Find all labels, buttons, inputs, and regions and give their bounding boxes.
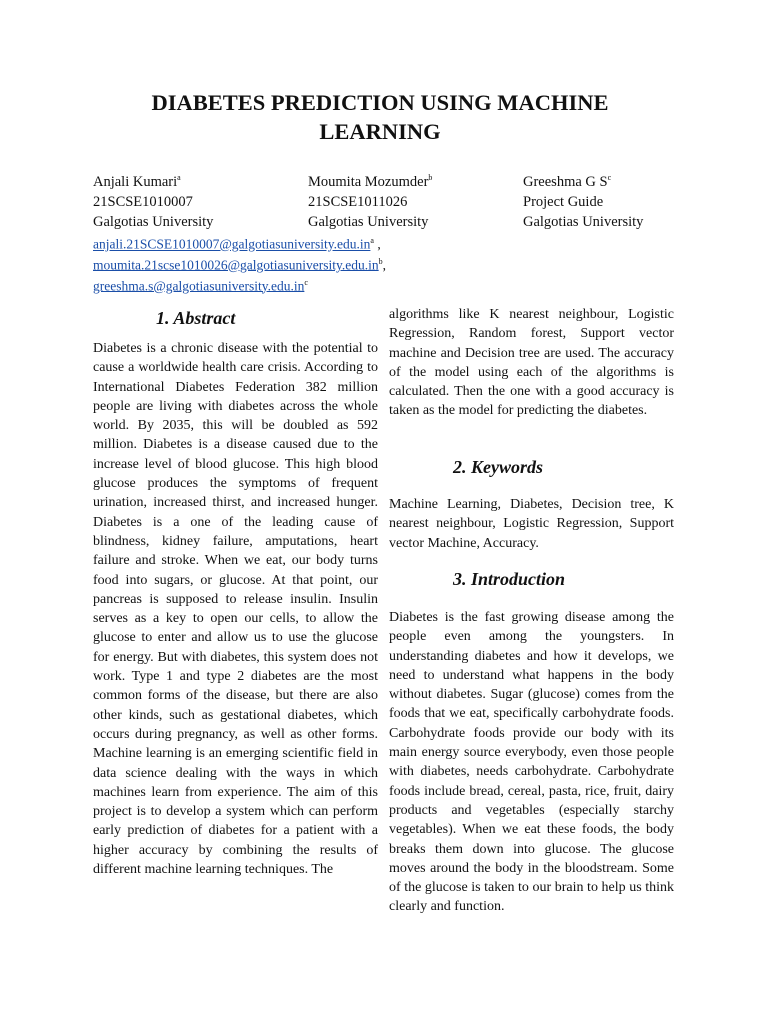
paper-title: [80, 88, 680, 146]
abstract-continued: [389, 305, 674, 421]
author-name: Anjali Kumari: [93, 173, 178, 190]
author-block-2: [308, 168, 432, 232]
abstract-body: [93, 339, 378, 879]
author-affiliation: Galgotias University: [308, 214, 429, 231]
email-row: [93, 232, 386, 253]
email-link[interactable]: greeshma.s@galgotiasuniversity.edu.in: [93, 278, 305, 294]
abstract-continued-paragraph: algorithms like K nearest neighbour, Logistic Regression, Random forest, Support vector machine and Decision tree are used. The accuracy of the model using each of the algorithms is calculated. Then the one with a good accuracy is taken as the model for predicting the diabetes.: [389, 307, 674, 419]
author-sup: c: [607, 173, 612, 182]
abstract-heading: 1. Abstract: [156, 308, 236, 328]
author-id: Project Guide: [523, 194, 604, 211]
introduction-paragraph: Diabetes is the fast growing disease among the people even among the youngsters. In understanding diabetes and how it develops, we need to understand what happens in the body without diabetes. Sugar (glucose) comes from the foods that we eat, specifically carbohydrate foods. Carbohydrate foods provide our body with its main energy source everybody, even those people with diabetes, needs carbohydrate. Carbohydrate foods include bread, cereal, pasta, rice, fruit, dairy products and vegetables (especially starchy vegetables). When we eat these foods, the body breaks them down into glucose. The glucose moves around the body in the bloodstream. Some of the glucose is taken to our brain to help us think clearly and function.: [389, 610, 674, 915]
title-line-2: LEARNING: [319, 119, 441, 144]
introduction-body: [389, 608, 674, 917]
title-line-1: DIABETES PREDICTION USING MACHINE: [151, 90, 609, 115]
author-id: 21SCSE1011026: [308, 194, 408, 211]
keywords-heading: 2. Keywords: [453, 457, 543, 477]
email-sup: a: [370, 236, 374, 245]
author-sup: b: [428, 173, 433, 182]
email-trail: ,: [373, 236, 381, 252]
author-name: Greeshma G S: [523, 173, 608, 190]
email-row: [93, 253, 386, 274]
abstract-paragraph: Diabetes is a chronic disease with the potential to cause a worldwide health care crisis. According to International Diabetes Federation 382 million people are living with diabetes across the whole world. By 2035, this will be doubled as 592 million. Diabetes is a disease caused due to the increase level of blood glucose. This high blood glucose produces the symptoms of frequent urination, increased thirst, and increased hunger. Diabetes is a one of the leading cause of blindness, kidney failure, amputations, heart failure and stroke. When we eat, our body turns food into sugars, or glucose. At that point, our pancreas is supposed to release insulin. Insulin serves as a key to open our cells, to allow the glucose to enter and allow us to use the glucose for energy. But with diabetes, this system does not work. Type 1 and type 2 diabetes are the most common forms of the disease, but there are also other kinds, such as gestational diabetes, which occurs during pregnancy, as well as other forms. Machine learning is an emerging scientific field in data science dealing with the ways in which machines learn from experience. The aim of this project is to develop a system which can perform early prediction of diabetes for a patient with a higher accuracy by combining the results of different machine learning techniques. The: [93, 341, 378, 878]
email-sup: c: [304, 277, 308, 287]
email-link[interactable]: moumita.21scse1010026@galgotiasuniversity.edu.in: [93, 257, 379, 273]
keywords-body: [389, 495, 674, 553]
keywords-paragraph: Machine Learning, Diabetes, Decision tree, K nearest neighbour, Logistic Regression, Support vector Machine, Accuracy.: [389, 497, 674, 551]
author-affiliation: Galgotias University: [523, 214, 644, 231]
email-row: [93, 274, 386, 295]
author-block-1: [93, 168, 213, 232]
email-link[interactable]: anjali.21SCSE1010007@galgotiasuniversity.edu.in: [93, 236, 371, 252]
email-trail: ,: [382, 257, 387, 273]
author-affiliation: Galgotias University: [93, 214, 214, 231]
author-id: 21SCSE1010007: [93, 194, 193, 211]
email-sup: b: [378, 256, 383, 266]
author-sup: a: [177, 173, 181, 182]
introduction-heading: 3. Introduction: [453, 569, 566, 589]
author-block-3: [523, 168, 643, 232]
email-list: [93, 232, 386, 294]
author-name: Moumita Mozumder: [308, 173, 429, 190]
